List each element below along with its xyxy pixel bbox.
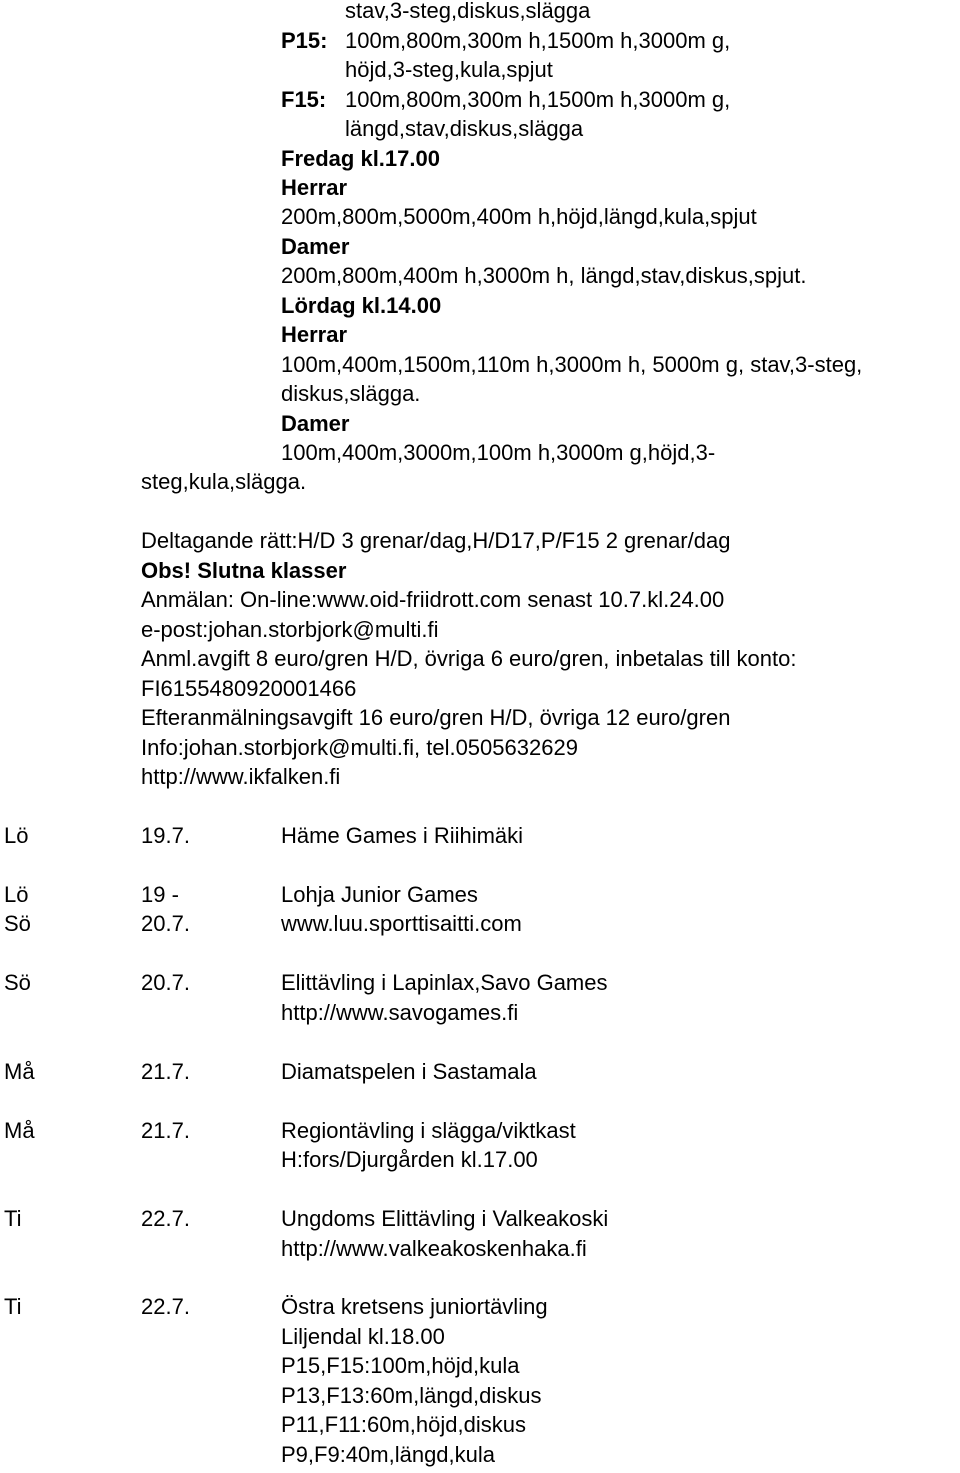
event-title: Östra kretsens juniortävling: [281, 1294, 548, 1319]
event-detail: H:fors/Djurgården kl.17.00: [281, 1147, 538, 1172]
event-date: 21.7.: [141, 1059, 190, 1084]
event-detail: Liljendal kl.18.00: [281, 1324, 445, 1349]
event-detail: P13,F13:60m,längd,diskus: [281, 1383, 542, 1408]
website-text: http://www.ikfalken.fi: [141, 764, 341, 789]
event-date: 21.7.: [141, 1118, 190, 1143]
obs-line: [141, 556, 346, 586]
event-date: 20.7.: [141, 911, 190, 936]
friday-women-label: Damer: [281, 234, 350, 259]
event-title: Regiontävling i slägga/viktkast: [281, 1118, 576, 1143]
event-day: Ti: [4, 1294, 22, 1319]
event-detail: http://www.valkeakoskenhaka.fi: [281, 1236, 587, 1261]
f15-events-2: längd,stav,diskus,slägga: [345, 116, 584, 141]
event-title: Häme Games i Riihimäki: [281, 823, 524, 848]
saturday-men-events-1: 100m,400m,1500m,110m h,3000m h, 5000m g, stav,3-steg,: [281, 352, 863, 377]
signup-text: Anmälan: On-line:www.oid-friidrott.com senast 10.7.kl.24.00: [141, 587, 725, 612]
event-date: 20.7.: [141, 970, 190, 995]
p15-label: P15:: [281, 28, 328, 53]
event-title: Elittävling i Lapinlax,Savo Games: [281, 970, 608, 995]
event-title: Lohja Junior Games: [281, 882, 478, 907]
saturday-women-label: Damer: [281, 411, 350, 436]
friday-women-events: 200m,800m,400m h,3000m h, längd,stav,diskus,spjut.: [281, 263, 807, 288]
event-detail: P15,F15:100m,höjd,kula: [281, 1353, 520, 1378]
event-day: Må: [4, 1118, 35, 1143]
p15-events-2: höjd,3-steg,kula,spjut: [345, 57, 553, 82]
event-detail: P9,F9:40m,längd,kula: [281, 1442, 496, 1467]
event-date: 19.7.: [141, 823, 190, 848]
saturday-heading: Lördag kl.14.00: [281, 293, 442, 318]
f15-label: F15:: [281, 87, 327, 112]
late-fee-text: Efteranmälningsavgift 16 euro/gren H/D, övriga 12 euro/gren: [141, 705, 731, 730]
obs-text: Slutna klasser: [197, 558, 347, 583]
friday-heading: Fredag kl.17.00: [281, 146, 440, 171]
p15-events-1: 100m,800m,300m h,1500m h,3000m g,: [345, 28, 731, 53]
saturday-women-events-2: steg,kula,slägga.: [141, 469, 307, 494]
friday-men-label: Herrar: [281, 175, 348, 200]
account-number: FI6155480920001466: [141, 676, 357, 701]
event-day: Må: [4, 1059, 35, 1084]
f15-events-1: 100m,800m,300m h,1500m h,3000m g,: [345, 87, 731, 112]
fee-text: Anml.avgift 8 euro/gren H/D, övriga 6 euro/gren, inbetalas till konto:: [141, 646, 797, 671]
event-date: 22.7.: [141, 1294, 190, 1319]
saturday-men-label: Herrar: [281, 322, 348, 347]
event-date: 22.7.: [141, 1206, 190, 1231]
event-detail: http://www.savogames.fi: [281, 1000, 519, 1025]
saturday-women-events-1: 100m,400m,3000m,100m h,3000m g,höjd,3-: [281, 440, 716, 465]
event-day: Ti: [4, 1206, 22, 1231]
participation-text: Deltagande rätt:H/D 3 grenar/dag,H/D17,P/F15 2 grenar/dag: [141, 528, 731, 553]
event-day: Sö: [4, 970, 31, 995]
email-text: e-post:johan.storbjork@multi.fi: [141, 617, 439, 642]
event-date: 19 -: [141, 882, 179, 907]
event-day: Sö: [4, 911, 31, 936]
contact-text: Info:johan.storbjork@multi.fi, tel.0505632629: [141, 735, 578, 760]
event-link: www.luu.sporttisaitti.com: [281, 911, 522, 936]
event-title: Diamatspelen i Sastamala: [281, 1059, 537, 1084]
event-title: Ungdoms Elittävling i Valkeakoski: [281, 1206, 609, 1231]
event-day: Lö: [4, 882, 29, 907]
saturday-men-events-2: diskus,slägga.: [281, 381, 421, 406]
obs-label: Obs!: [141, 558, 192, 583]
event-day: Lö: [4, 823, 29, 848]
friday-men-events: 200m,800m,5000m,400m h,höjd,längd,kula,spjut: [281, 204, 757, 229]
program-top-line: stav,3-steg,diskus,slägga: [345, 0, 591, 23]
event-detail: P11,F11:60m,höjd,diskus: [281, 1412, 526, 1437]
